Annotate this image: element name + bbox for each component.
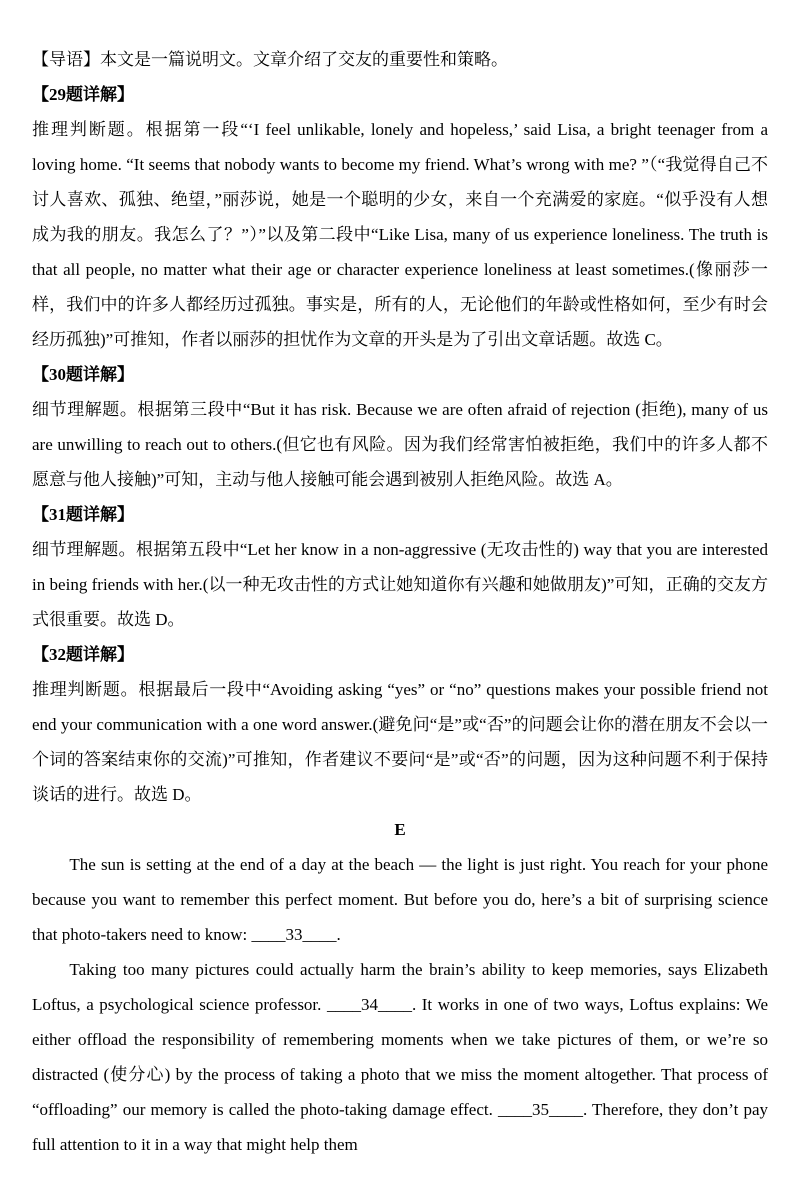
intro-paragraph: 【导语】本文是一篇说明文。文章介绍了交友的重要性和策略。: [32, 50, 508, 69]
section-32-body: 推理判断题。根据最后一段中“Avoiding asking “yes” or “no” questions makes your possible friend not end your communication with a one word answer.(避免问“是”或“否”的问题会让你的潜在朋友不会以一个词的答案结束你的交流)”可推知，作者建议不要问“是”或“否”的问题，因为这种问题不利于保持谈话的进行。故选 D。: [32, 680, 768, 804]
passage-label: E: [394, 820, 406, 839]
section-29-heading: 【29题详解】: [32, 85, 134, 104]
section-31-heading: 【31题详解】: [32, 505, 134, 524]
section-31-body: 细节理解题。根据第五段中“Let her know in a non-aggressive (无攻击性的) way that you are interested in being friends with her.(以一种无攻击性的方式让她知道你有兴趣和她做朋友)”可知，正确的交友方式很重要。故选 D。: [32, 540, 768, 629]
section-29-body: 推理判断题。根据第一段“‘I feel unlikable, lonely and hopeless,’ said Lisa, a bright teenager from a loving home. “It seems that nobody wants to become my friend. What’s wrong with me? ”（“我觉得自己不讨人喜欢、孤独、绝望，”丽莎说，她是一个聪明的少女，来自一个充满爱的家庭。“似乎没有人想成为我的朋友。我怎么了？”）”以及第二段中“Like Lisa, many of us experience loneliness. The truth is that all people, no matter what their age or character experience loneliness at least sometimes.(像丽莎一样，我们中的许多人都经历过孤独。事实是，所有的人，无论他们的年龄或性格如何，至少有时会经历孤独)”可推知，作者以丽莎的担忧作为文章的开头是为了引出文章话题。故选 C。: [32, 120, 768, 349]
section-30-body: 细节理解题。根据第三段中“But it has risk. Because we are often afraid of rejection (拒绝), many of us are unwilling to reach out to others.(但它也有风险。因为我们经常害怕被拒绝，我们中的许多人都不愿意与他人接触)”可知，主动与他人接触可能会遇到被别人拒绝风险。故选 A。: [32, 400, 768, 489]
passage-paragraph-2: Taking too many pictures could actually harm the brain’s ability to keep memories, says Elizabeth Loftus, a psychological science professor. ____34____. It works in one of two ways, Loftus explains: We either offload the responsibility of remembering moments when we take pictures of them, or we’re so distracted (使分心) by the process of taking a photo that we miss the moment altogether. That process of “offloading” our memory is called the photo-taking damage effect. ____35____. Therefore, they don’t pay full attention to it in a way that might help them: [32, 960, 768, 1154]
section-30-heading: 【30题详解】: [32, 365, 134, 384]
section-32-heading: 【32题详解】: [32, 645, 134, 664]
passage-paragraph-1: The sun is setting at the end of a day at the beach — the light is just right. You reach for your phone because you want to remember this perfect moment. But before you do, here’s a bit of surprising science that photo-takers need to know: ____33____.: [32, 855, 768, 944]
